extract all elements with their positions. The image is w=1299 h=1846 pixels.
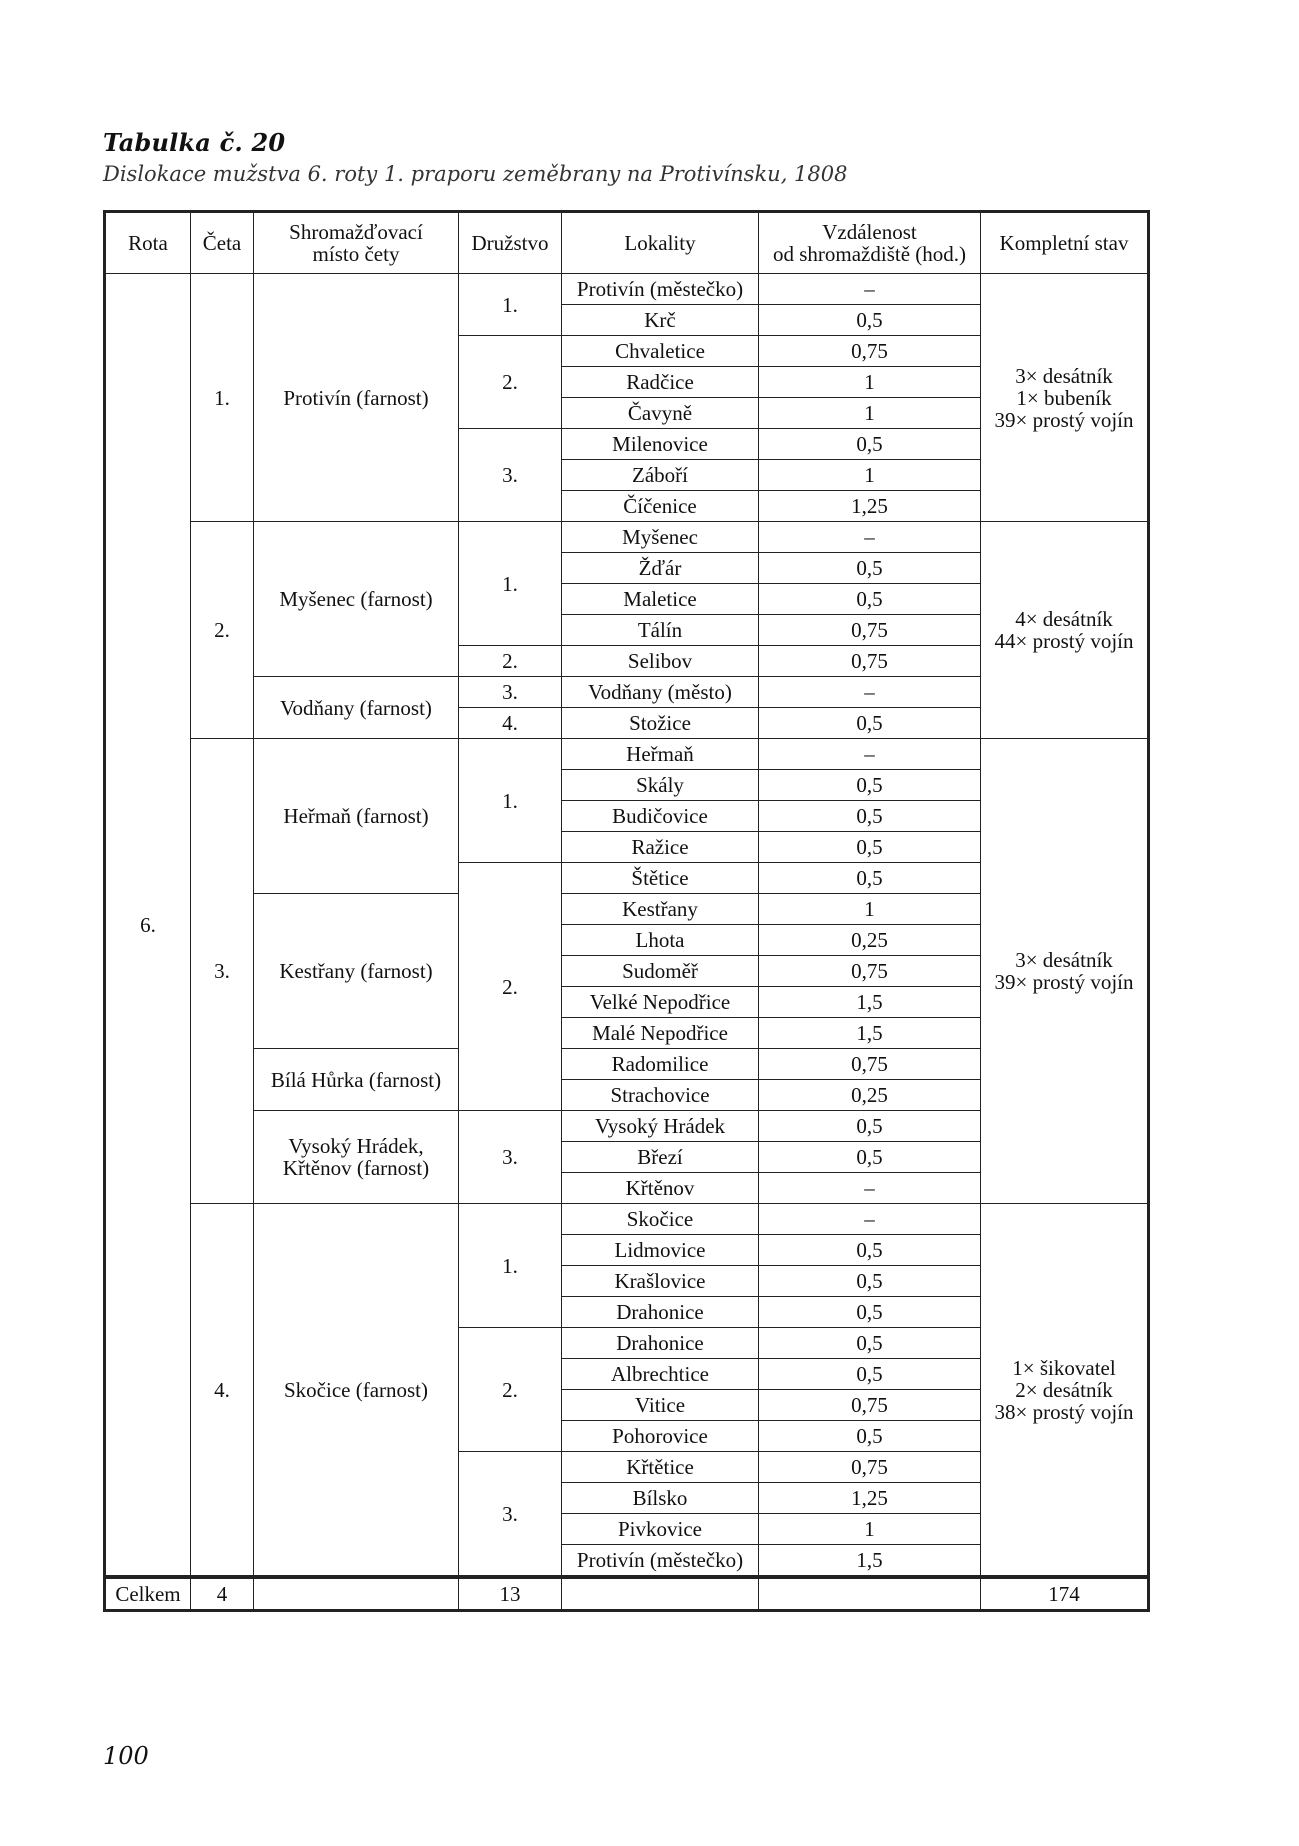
header-stav: Kompletní stav [981,212,1149,274]
page-number: 100 [103,1742,149,1770]
lokalita-cell: Žďár [562,553,759,584]
table-row [105,739,1149,770]
vzdalenost-cell: 1 [759,894,981,925]
lokalita-cell: Krašlovice [562,1266,759,1297]
vzdalenost-cell: 0,75 [759,1452,981,1483]
misto-cell: Bílá Hůrka (farnost) [254,1049,459,1111]
total-stav: 174 [981,1577,1149,1611]
lokalita-cell: Budičovice [562,801,759,832]
header-rota: Rota [105,212,191,274]
lokalita-cell: Lhota [562,925,759,956]
vzdalenost-cell: 0,75 [759,1049,981,1080]
vzdalenost-cell: – [759,1204,981,1235]
misto-cell: Protivín (farnost) [254,274,459,522]
misto-cell: Heřmaň (farnost) [254,739,459,894]
misto-cell: Skočice (farnost) [254,1204,459,1578]
total-label: Celkem [105,1577,191,1611]
table-row [105,274,1149,305]
vzdalenost-cell: 0,5 [759,1421,981,1452]
header-vzdalenost: Vzdálenost od shromaždiště (hod.) [759,212,981,274]
lokalita-cell: Čavyně [562,398,759,429]
total-empty-misto [254,1577,459,1611]
lokalita-cell: Myšenec [562,522,759,553]
vzdalenost-cell: 1,5 [759,1018,981,1049]
lokalita-cell: Sudoměř [562,956,759,987]
druzstvo-cell: 2. [459,1328,562,1452]
vzdalenost-cell: 0,5 [759,429,981,460]
druzstvo-cell: 3. [459,1452,562,1578]
druzstvo-cell: 2. [459,646,562,677]
vzdalenost-cell: 0,5 [759,801,981,832]
vzdalenost-cell: 1 [759,398,981,429]
lokalita-cell: Křtětice [562,1452,759,1483]
vzdalenost-cell: 0,5 [759,863,981,894]
total-empty-lokality [562,1577,759,1611]
total-druzstvo: 13 [459,1577,562,1611]
vzdalenost-cell: 1,25 [759,1483,981,1514]
stav-cell: 3× desátník 39× prostý vojín [981,739,1149,1204]
misto-cell: Kestřany (farnost) [254,894,459,1049]
lokalita-cell: Protivín (městečko) [562,274,759,305]
lokalita-cell: Albrechtice [562,1359,759,1390]
vzdalenost-cell: 0,5 [759,1359,981,1390]
lokalita-cell: Selibov [562,646,759,677]
header-lokality: Lokality [562,212,759,274]
vzdalenost-cell: 0,5 [759,305,981,336]
lokalita-cell: Strachovice [562,1080,759,1111]
druzstvo-cell: 1. [459,1204,562,1328]
vzdalenost-cell: 0,5 [759,1297,981,1328]
vzdalenost-cell: 1,5 [759,987,981,1018]
header-ceta: Četa [191,212,254,274]
dislocation-table [103,210,1150,1612]
lokalita-cell: Skočice [562,1204,759,1235]
vzdalenost-cell: 0,25 [759,1080,981,1111]
vzdalenost-cell: 0,5 [759,584,981,615]
vzdalenost-cell: 1 [759,367,981,398]
lokalita-cell: Kestřany [562,894,759,925]
lokalita-cell: Záboří [562,460,759,491]
table-row [105,1204,1149,1235]
lokalita-cell: Bílsko [562,1483,759,1514]
stav-cell: 4× desátník 44× prostý vojín [981,522,1149,739]
lokalita-cell: Číčenice [562,491,759,522]
total-empty-vzdalenost [759,1577,981,1611]
vzdalenost-cell: 0,5 [759,770,981,801]
lokalita-cell: Pohorovice [562,1421,759,1452]
lokalita-cell: Milenovice [562,429,759,460]
vzdalenost-cell: 0,5 [759,1235,981,1266]
vzdalenost-cell: 0,5 [759,1266,981,1297]
header-misto: Shromažďovací místo čety [254,212,459,274]
lokalita-cell: Tálín [562,615,759,646]
vzdalenost-cell: 0,25 [759,925,981,956]
druzstvo-cell: 1. [459,522,562,646]
druzstvo-cell: 3. [459,429,562,522]
vzdalenost-cell: 0,75 [759,1390,981,1421]
misto-cell: Myšenec (farnost) [254,522,459,677]
lokalita-cell: Velké Nepodřice [562,987,759,1018]
vzdalenost-cell: – [759,1173,981,1204]
vzdalenost-cell: 0,75 [759,336,981,367]
vzdalenost-cell: 0,5 [759,1142,981,1173]
lokalita-cell: Radčice [562,367,759,398]
druzstvo-cell: 4. [459,708,562,739]
druzstvo-cell: 3. [459,677,562,708]
lokalita-cell: Krč [562,305,759,336]
lokalita-cell: Chvaletice [562,336,759,367]
ceta-cell: 3. [191,739,254,1204]
lokalita-cell: Březí [562,1142,759,1173]
lokalita-cell: Heřmaň [562,739,759,770]
vzdalenost-cell: – [759,677,981,708]
lokalita-cell: Pivkovice [562,1514,759,1545]
stav-cell: 1× šikovatel 2× desátník 38× prostý vojín [981,1204,1149,1578]
vzdalenost-cell: – [759,274,981,305]
lokalita-cell: Malé Nepodřice [562,1018,759,1049]
vzdalenost-cell: 0,75 [759,646,981,677]
header-row [105,212,1149,274]
lokalita-cell: Vodňany (město) [562,677,759,708]
misto-cell: Vodňany (farnost) [254,677,459,739]
vzdalenost-cell: 0,5 [759,553,981,584]
header-druzstvo: Družstvo [459,212,562,274]
total-row [105,1577,1149,1611]
lokalita-cell: Vitice [562,1390,759,1421]
lokalita-cell: Skály [562,770,759,801]
vzdalenost-cell: 0,75 [759,956,981,987]
ceta-cell: 4. [191,1204,254,1578]
lokalita-cell: Ražice [562,832,759,863]
druzstvo-cell: 3. [459,1111,562,1204]
lokalita-cell: Maletice [562,584,759,615]
table-row [105,522,1149,553]
rota-cell: 6. [105,274,191,1578]
druzstvo-cell: 1. [459,274,562,336]
druzstvo-cell: 2. [459,863,562,1111]
stav-cell: 3× desátník 1× bubeník 39× prostý vojín [981,274,1149,522]
lokalita-cell: Drahonice [562,1297,759,1328]
vzdalenost-cell: 1,25 [759,491,981,522]
vzdalenost-cell: 1 [759,1514,981,1545]
lokalita-cell: Drahonice [562,1328,759,1359]
lokalita-cell: Lidmovice [562,1235,759,1266]
ceta-cell: 2. [191,522,254,739]
vzdalenost-cell: 1 [759,460,981,491]
lokalita-cell: Radomilice [562,1049,759,1080]
vzdalenost-cell: 0,5 [759,1328,981,1359]
lokalita-cell: Křtěnov [562,1173,759,1204]
vzdalenost-cell: – [759,739,981,770]
vzdalenost-cell: 0,75 [759,615,981,646]
vzdalenost-cell: – [759,522,981,553]
lokalita-cell: Stožice [562,708,759,739]
vzdalenost-cell: 0,5 [759,832,981,863]
druzstvo-cell: 2. [459,336,562,429]
misto-cell: Vysoký Hrádek, Křtěnov (farnost) [254,1111,459,1204]
druzstvo-cell: 1. [459,739,562,863]
vzdalenost-cell: 0,5 [759,1111,981,1142]
vzdalenost-cell: 0,5 [759,708,981,739]
lokalita-cell: Protivín (městečko) [562,1545,759,1578]
total-ceta: 4 [191,1577,254,1611]
lokalita-cell: Štětice [562,863,759,894]
vzdalenost-cell: 1,5 [759,1545,981,1578]
ceta-cell: 1. [191,274,254,522]
table-title: Tabulka č. 20 [103,128,286,157]
lokalita-cell: Vysoký Hrádek [562,1111,759,1142]
table-subtitle: Dislokace mužstva 6. roty 1. praporu zeměbrany na Protivínsku, 1808 [103,162,848,186]
